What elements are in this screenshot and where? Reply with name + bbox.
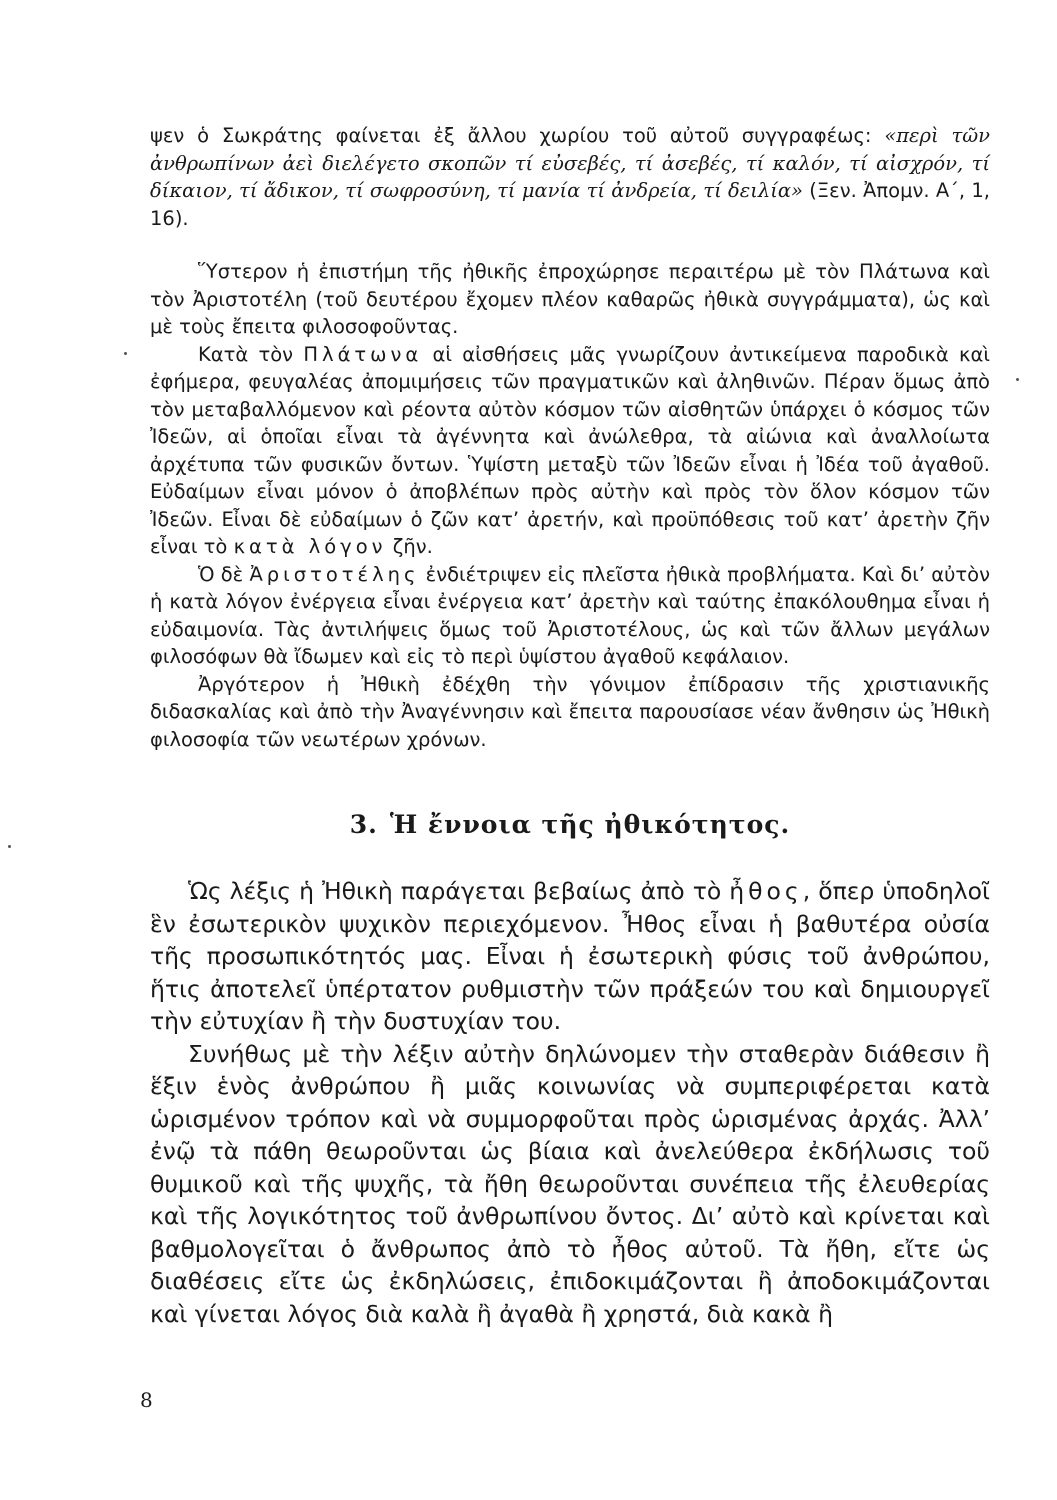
scan-speck [8,845,11,848]
plato-before: Κατὰ τὸν [198,342,304,366]
page-number: 8 [140,1388,153,1412]
plato-middle: αἱ αἰσθήσεις μᾶς γνωρίζουν ἀντικείμενα παροδικὰ καὶ ἐφήμερα, φευγαλέας ἀπομιμήσεις τῶν πραγματικῶν καὶ ἀληθινῶν. Πέραν ὅμως ἀπὸ τὸν μεταβαλλόμενον καὶ ρέοντα αὐτὸν κόσμον τῶν αἰσθητῶν ὑπάρχει ὁ κόσμος τῶν Ἰδεῶν, αἱ ὁποῖαι εἶναι τὰ ἀγέννητα καὶ ἀνώλεθρα, τὰ αἰώνια καὶ ἀναλλοίωτα ἀρχέτυπα τῶν φυσικῶν ὄντων. Ὑψίστη μεταξὺ τῶν Ἰδεῶν εἶναι ἡ Ἰδέα τοῦ ἀγαθοῦ. Εὐδαίμων εἶναι μόνον ὁ ἀποβλέπων πρὸς αὐτὴν καὶ πρὸς τὸν ὅλον κόσμον τῶν Ἰδεῶν. Εἶναι δὲ εὐδαίμων ὁ ζῶν κατ’ ἀρετήν, καὶ προϋπόθεσις τοῦ κατ’ ἀρετὴν ζῆν εἶναι τὸ [150,342,990,558]
word-before: Ὡς λέξις ἡ Ἠθικὴ παράγεται βεβαίως ἀπὸ τὸ [188,877,730,905]
plato-name: Πλάτωνα [303,342,423,366]
intro-paragraph [150,122,990,232]
word-after: , ὅπερ ὑποδηλοῖ ἓν ἐσωτερικὸν ψυχικὸν περιεχόμενον. Ἦθος εἶναι ἡ βαθυτέρα οὐσία τῆς προσωπικότητός μας. Εἶναι ἡ ἐσωτερικὴ φύσις τοῦ ἀνθρώπου, ἥτις ἀποτελεῖ ὑπέρτατον ρυθμιστὴν τῶν πράξεών του καὶ δημιουργεῖ τὴν εὐτυχίαν ἢ τὴν δυστυχίαν του. [150,877,990,1035]
ethics-section [150,875,990,1330]
aristotle-before: Ὁ δὲ [198,562,250,586]
aristotle-after: ἐνδιέτριψεν εἰς πλεῖστα ἠθικὰ προβλήματα. Καὶ δι’ αὐτὸν ἡ κατὰ λόγον ἐνέργεια εἶναι ἐνέργεια κατ’ ἀρετὴν καὶ ταύτης ἐπακόλουθημα εἶναι ἡ εὐδαιμονία. Τὰς ἀντιλήψεις ὅμως τοῦ Ἀριστοτέλους, ὡς καὶ τῶν ἄλλων μεγάλων φιλοσόφων θὰ ἴδωμεν καὶ εἰς τὸ περὶ ὑψίστου ἀγαθοῦ κεφάλαιον. [150,562,990,668]
plato-phrase: κατὰ λόγον [233,535,387,558]
quote-reference: (Ξεν. Ἀπομν. Α΄, 1, 16). [150,179,991,230]
xenophon-quote: «περὶ τῶν ἀνθρωπίνων ἀεὶ διελέγετο σκοπῶν τί εὐσεβές, τί ἀσεβές, τί καλόν, τί αἰσχρόν, τί δίκαιον, τί ἄδικον, τί σωφροσύνη, τί μανία τί ἀνδρεία, τί δειλία» [150,124,990,202]
paragraph-plato [150,341,990,561]
plato-after: ζῆν. [386,535,433,558]
section-heading [150,810,990,839]
paragraph-plato-aristotle: Ὕστερον ἡ ἐπιστήμη τῆς ἠθικῆς ἐπροχώρησε περαιτέρω μὲ τὸν Πλάτωνα καὶ τὸν Ἀριστοτέλη (τοῦ δευτέρου ἔχομεν πλέον καθαρῶς ἠθικὰ συγγράμματα), ὡς καὶ μὲ τοὺς ἔπειτα φιλοσοφοῦντας. [150,260,990,338]
history-section [150,258,990,753]
paragraph-usage: Συνήθως μὲ τὴν λέξιν αὐτὴν δηλώνομεν τὴν σταθερὰν διάθεσιν ἢ ἕξιν ἑνὸς ἀνθρώπου ἢ μιᾶς κοινωνίας νὰ συμπεριφέρεται κατὰ ὡρισμένον τρόπον καὶ νὰ συμμορφοῦται πρὸς ὡρισμένας ἀρχάς. Ἀλλ’ ἐνῷ τὰ πάθη θεωροῦνται ὡς βίαια καὶ ἀνελεύθερα ἐκδήλωσις τοῦ θυμικοῦ καὶ τῆς ψυχῆς, τὰ ἤθη θεωροῦνται συνέπεια τῆς ἐλευθερίας καὶ τῆς λογικότητος τοῦ ἀνθρωπίνου ὄντος. Δι’ αὐτὸ καὶ κρίνεται καὶ βαθμολογεῖται ὁ ἄνθρωπος ἀπὸ τὸ ἦθος αὐτοῦ. Τὰ ἤθη, εἴτε ὡς διαθέσεις εἴτε ὡς ἐκδηλώσεις, ἐπιδοκιμάζονται ἢ ἀποδοκιμάζονται καὶ γίνεται λόγος διὰ καλὰ ἢ ἀγαθὰ ἢ χρηστά, διὰ κακὰ ἢ [150,1039,990,1328]
scan-speck [124,352,127,355]
section-number: 3. [349,810,378,839]
word-ethos: ἦθος [729,877,803,905]
intro-lead: ψεν ὁ Σωκράτης φαίνεται ἐξ ἄλλου χωρίου τοῦ αὐτοῦ συγγραφέως: [150,124,885,147]
scan-speck [1016,378,1019,381]
aristotle-name: Ἀριστοτέλης [249,562,420,586]
paragraph-word [150,875,990,1038]
paragraph-aristotle [150,561,990,671]
section-title: Ἡ ἔννοια τῆς ἠθικότητος. [389,810,791,839]
paragraph-later: Ἀργότερον ἡ Ἠθικὴ ἐδέχθη τὴν γόνιμον ἐπίδρασιν τῆς χριστιανικῆς διδασκαλίας καὶ ἀπὸ τὴν Ἀναγέννησιν καὶ ἔπειτα παρουσίασε νέαν ἄνθησιν ὡς Ἠθικὴ φιλοσοφία τῶν νεωτέρων χρόνων. [150,672,990,751]
